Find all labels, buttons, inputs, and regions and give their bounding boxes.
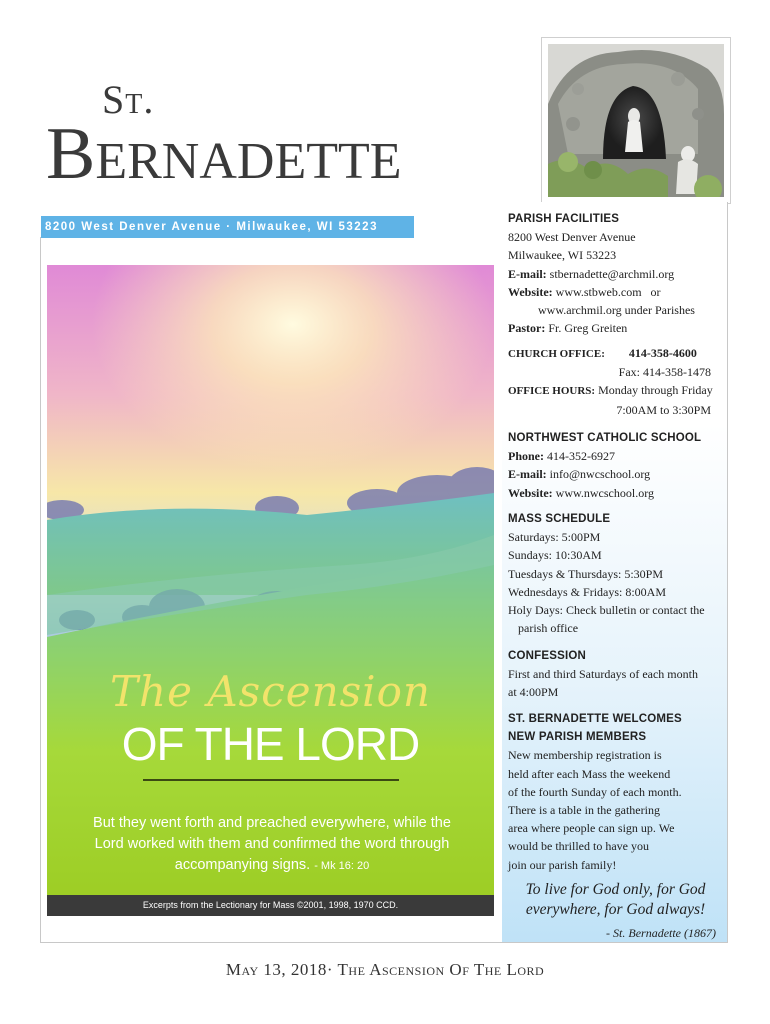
pastor-name: Fr. Greg Greiten <box>548 321 628 336</box>
confession-section <box>508 647 723 702</box>
bulletin-date-footer: May 13, 2018· The Ascension Of The Lord <box>225 960 545 979</box>
masthead <box>46 76 536 196</box>
school-phone-row <box>508 447 723 465</box>
parish-address-line2: Milwaukee, WI 53223 <box>508 248 617 263</box>
welcome-line: New membership registration is <box>508 748 662 763</box>
cover-artwork <box>47 265 494 916</box>
confession-heading: CONFESSION <box>508 650 587 662</box>
cover-quote-text: But they went forth and preached everywhere, while the Lord worked with them and confirmed the word through accompanying signs. <box>93 815 451 873</box>
welcome-line: of the fourth Sunday of each month. <box>508 784 682 799</box>
mass-line: Tuesdays & Thursdays: 5:30PM <box>508 566 664 581</box>
parish-facilities-section <box>508 210 723 337</box>
parish-email-link[interactable]: stbernadette@archmil.org <box>549 266 675 281</box>
mass-line: parish office <box>518 621 579 636</box>
church-office-section <box>508 344 723 419</box>
masthead-bernadette: Bernadette <box>46 113 402 195</box>
frame-bottom-line <box>40 942 728 943</box>
church-office-fax: Fax: 414-358-1478 <box>618 365 711 380</box>
school-email-link[interactable]: info@nwcschool.org <box>549 467 651 482</box>
parish-info-sidebar <box>502 202 727 942</box>
frame-right-line <box>727 202 728 943</box>
confession-line1: First and third Saturdays of each month <box>508 667 698 682</box>
mass-line: Holy Days: Check bulletin or contact the <box>508 603 705 618</box>
parish-website-link[interactable]: www.stbweb.com or <box>555 284 661 299</box>
parish-address-line1: 8200 West Denver Avenue <box>508 230 636 245</box>
address-banner: 8200 West Denver Avenue · Milwaukee, WI 53223 <box>41 216 414 238</box>
cover-divider <box>143 779 399 781</box>
parish-website-alt[interactable]: www.archmil.org under Parishes <box>538 303 695 318</box>
pastor-row <box>508 319 723 337</box>
confession-line2: at 4:00PM <box>508 685 559 700</box>
mass-line: Sundays: 10:30AM <box>508 548 602 563</box>
school-email-row <box>508 465 723 483</box>
grotto-photo <box>548 44 724 197</box>
mass-line: Saturdays: 5:00PM <box>508 530 601 545</box>
cover-title-script: The Ascension <box>110 667 431 716</box>
parish-email-row <box>508 265 723 283</box>
masthead-st: St. <box>102 77 155 122</box>
grotto-photo-frame <box>541 37 731 204</box>
welcome-heading-1: ST. BERNADETTE WELCOMES <box>508 713 682 725</box>
church-office-phone: 414-358-4600 <box>628 346 697 360</box>
mass-line: Wednesdays & Fridays: 8:00AM <box>508 584 667 599</box>
welcome-line: would be thrilled to have you <box>508 839 649 854</box>
school-email-label: E-mail: <box>508 467 547 482</box>
office-hours-label: OFFICE HOURS: <box>508 385 596 398</box>
motto-attribution: - St. Bernadette (1867) <box>606 926 716 940</box>
office-hours-row <box>508 381 723 400</box>
cover-quote-citation: - Mk 16: 20 <box>314 860 370 872</box>
school-heading: NORTHWEST CATHOLIC SCHOOL <box>508 432 702 444</box>
parish-facilities-heading: PARISH FACILITIES <box>508 213 620 225</box>
school-website-link[interactable]: www.nwcschool.org <box>555 485 654 500</box>
mass-schedule-section <box>508 510 723 637</box>
office-hours-days: Monday through Friday <box>598 383 713 398</box>
school-website-label: Website: <box>508 485 553 500</box>
welcome-line: area where people can sign up. We <box>508 821 675 836</box>
parish-website-label: Website: <box>508 284 553 299</box>
church-office-row <box>508 344 723 363</box>
cover-quote <box>87 813 457 877</box>
cover-copyright: Excerpts from the Lectionary for Mass ©2001, 1998, 1970 CCD. <box>47 895 494 916</box>
cover-title-main: OF THE LORD <box>121 718 420 770</box>
school-phone-label: Phone: <box>508 449 544 464</box>
frame-left-line <box>40 237 41 943</box>
welcome-line: There is a table in the gathering <box>508 803 660 818</box>
church-office-label: CHURCH OFFICE: <box>508 348 605 360</box>
office-hours-times: 7:00AM to 3:30PM <box>616 402 711 417</box>
mass-schedule-heading: MASS SCHEDULE <box>508 513 611 525</box>
welcome-line: join our parish family! <box>508 857 617 872</box>
pastor-label: Pastor: <box>508 321 546 336</box>
welcome-line: held after each Mass the weekend <box>508 766 671 781</box>
school-website-row <box>508 484 723 502</box>
welcome-section <box>508 710 723 874</box>
parish-email-label: E-mail: <box>508 266 547 281</box>
school-phone: 414-352-6927 <box>547 449 615 464</box>
school-section <box>508 429 723 502</box>
motto-quote: To live for God only, for God everywhere, for God always! <box>525 881 706 918</box>
welcome-heading-2: NEW PARISH MEMBERS <box>508 731 647 744</box>
parish-website-row <box>508 283 723 301</box>
